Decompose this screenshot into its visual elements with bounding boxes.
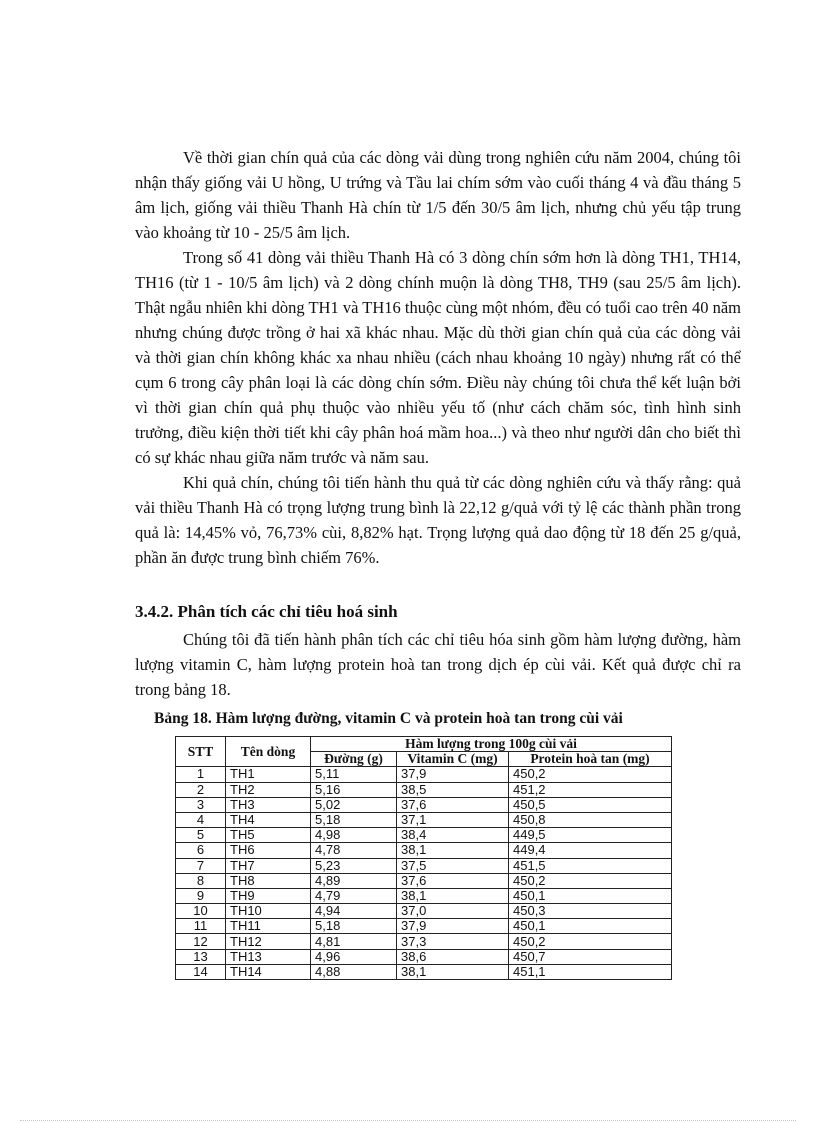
table-row: [176, 873, 672, 888]
row-sugar: 5,02: [311, 797, 397, 812]
header-sugar: Đường (g): [311, 752, 397, 767]
row-stt: 2: [176, 782, 226, 797]
table-row: [176, 812, 672, 827]
row-stt: 4: [176, 812, 226, 827]
header-vitamin-c: Vitamin C (mg): [397, 752, 509, 767]
row-protein: 451,5: [509, 858, 672, 873]
paragraph-early-late-lines: Trong số 41 dòng vải thiều Thanh Hà có 3 dòng chín sớm hơn là dòng TH1, TH14, TH16 (từ 1 - 10/5 âm lịch) và 2 dòng chính muộn là dòng TH8, TH9 (sau 25/5 âm lịch). Thật ngẫu nhiên khi dòng TH1 và TH16 thuộc cùng một nhóm, đều có tuổi cao trên 40 năm nhưng chúng được trồng ở hai xã khác nhau. Mặc dù thời gian chín quả của các dòng vải và thời gian chín không khác xa nhau nhiều (cách nhau khoảng 10 ngày) nhưng rất có thể cụm 6 trong cây phân loại là các dòng chín sớm. Điều này chúng tôi chưa thể kết luận bởi vì thời gian chín quả phụ thuộc vào nhiều yếu tố (như cách chăm sóc, tình hình sinh trưởng, điều kiện thời tiết khi cây phân hoá mầm hoa...) và theo như người dân cho biết thì có sự khác nhau giữa năm trước và năm sau.: [135, 248, 741, 467]
row-protein: 451,1: [509, 964, 672, 979]
row-stt: 10: [176, 904, 226, 919]
row-vitamin-c: 38,4: [397, 828, 509, 843]
row-sugar: 5,18: [311, 812, 397, 827]
row-stt: 1: [176, 767, 226, 782]
biochem-table: [175, 736, 672, 980]
row-vitamin-c: 38,6: [397, 949, 509, 964]
row-line-name: TH13: [226, 949, 311, 964]
row-sugar: 4,81: [311, 934, 397, 949]
row-stt: 7: [176, 858, 226, 873]
row-protein: 450,2: [509, 873, 672, 888]
row-sugar: 4,78: [311, 843, 397, 858]
row-vitamin-c: 38,1: [397, 843, 509, 858]
footer-divider: [20, 1120, 796, 1121]
row-sugar: 4,88: [311, 964, 397, 979]
table-row: [176, 828, 672, 843]
row-line-name: TH12: [226, 934, 311, 949]
header-stt: STT: [176, 737, 226, 767]
paragraph-biochem-intro: Chúng tôi đã tiến hành phân tích các chỉ tiêu hóa sinh gồm hàm lượng đường, hàm lượng vitamin C, hàm lượng protein hoà tan trong dịch ép cùi vải. Kết quả được chỉ ra trong bảng 18.: [135, 630, 741, 699]
row-protein: 449,5: [509, 828, 672, 843]
row-stt: 14: [176, 964, 226, 979]
body-text-top: [135, 145, 741, 570]
row-vitamin-c: 37,5: [397, 858, 509, 873]
row-stt: 8: [176, 873, 226, 888]
row-line-name: TH2: [226, 782, 311, 797]
row-line-name: TH6: [226, 843, 311, 858]
row-protein: 450,2: [509, 767, 672, 782]
table-row: [176, 843, 672, 858]
row-sugar: 4,94: [311, 904, 397, 919]
row-stt: 5: [176, 828, 226, 843]
row-vitamin-c: 37,6: [397, 797, 509, 812]
row-sugar: 5,23: [311, 858, 397, 873]
row-protein: 450,5: [509, 797, 672, 812]
row-line-name: TH3: [226, 797, 311, 812]
table-row: [176, 888, 672, 903]
paragraph-ripening-time: Về thời gian chín quả của các dòng vải dùng trong nghiên cứu năm 2004, chúng tôi nhận thấy giống vải U hồng, U trứng và Tầu lai chím sớm vào cuối tháng 4 và đầu tháng 5 âm lịch, giống vải thiều Thanh Hà chín từ 1/5 đến 30/5 âm lịch, nhưng chủ yếu tập trung vào khoảng từ 10 - 25/5 âm lịch.: [135, 148, 741, 242]
row-vitamin-c: 37,0: [397, 904, 509, 919]
row-line-name: TH4: [226, 812, 311, 827]
header-line-name: Tên dòng: [226, 737, 311, 767]
header-content-group: Hàm lượng trong 100g cùi vải: [311, 737, 672, 752]
header-protein: Protein hoà tan (mg): [509, 752, 672, 767]
row-sugar: 5,11: [311, 767, 397, 782]
row-sugar: 4,89: [311, 873, 397, 888]
row-protein: 450,1: [509, 919, 672, 934]
row-vitamin-c: 38,1: [397, 888, 509, 903]
row-protein: 451,2: [509, 782, 672, 797]
table-body: [176, 767, 672, 980]
row-line-name: TH9: [226, 888, 311, 903]
row-protein: 449,4: [509, 843, 672, 858]
row-sugar: 5,18: [311, 919, 397, 934]
row-sugar: 4,98: [311, 828, 397, 843]
row-protein: 450,1: [509, 888, 672, 903]
row-vitamin-c: 37,3: [397, 934, 509, 949]
paragraph-fruit-weight: Khi quả chín, chúng tôi tiến hành thu quả từ các dòng nghiên cứu và thấy rằng: quả vải thiều Thanh Hà có trọng lượng trung bình là 22,12 g/quả với tỷ lệ các thành phần trong quả là: 14,45% vỏ, 76,73% cùi, 8,82% hạt. Trọng lượng quả dao động từ 18 đến 25 g/quả, phần ăn được trung bình chiếm 76%.: [135, 473, 741, 567]
body-text-section: [135, 627, 741, 702]
row-vitamin-c: 38,5: [397, 782, 509, 797]
table-row: [176, 797, 672, 812]
row-vitamin-c: 38,1: [397, 964, 509, 979]
table-row: [176, 949, 672, 964]
row-line-name: TH11: [226, 919, 311, 934]
row-protein: 450,2: [509, 934, 672, 949]
row-protein: 450,7: [509, 949, 672, 964]
row-vitamin-c: 37,9: [397, 767, 509, 782]
row-sugar: 4,79: [311, 888, 397, 903]
table-row: [176, 934, 672, 949]
row-line-name: TH10: [226, 904, 311, 919]
row-line-name: TH8: [226, 873, 311, 888]
row-stt: 3: [176, 797, 226, 812]
row-protein: 450,8: [509, 812, 672, 827]
row-line-name: TH5: [226, 828, 311, 843]
row-vitamin-c: 37,6: [397, 873, 509, 888]
table-row: [176, 904, 672, 919]
table-caption: Bảng 18. Hàm lượng đường, vitamin C và protein hoà tan trong cùi vải: [154, 710, 623, 727]
row-protein: 450,3: [509, 904, 672, 919]
table-row: [176, 782, 672, 797]
table-row: [176, 858, 672, 873]
table-row: [176, 919, 672, 934]
row-vitamin-c: 37,9: [397, 919, 509, 934]
row-stt: 12: [176, 934, 226, 949]
row-stt: 11: [176, 919, 226, 934]
row-line-name: TH1: [226, 767, 311, 782]
table-row: [176, 767, 672, 782]
row-stt: 9: [176, 888, 226, 903]
row-line-name: TH7: [226, 858, 311, 873]
row-stt: 13: [176, 949, 226, 964]
table-row: [176, 964, 672, 979]
row-vitamin-c: 37,1: [397, 812, 509, 827]
table-header-row: [176, 737, 672, 752]
row-stt: 6: [176, 843, 226, 858]
section-heading: 3.4.2. Phân tích các chỉ tiêu hoá sinh: [135, 602, 398, 621]
row-sugar: 5,16: [311, 782, 397, 797]
row-sugar: 4,96: [311, 949, 397, 964]
row-line-name: TH14: [226, 964, 311, 979]
